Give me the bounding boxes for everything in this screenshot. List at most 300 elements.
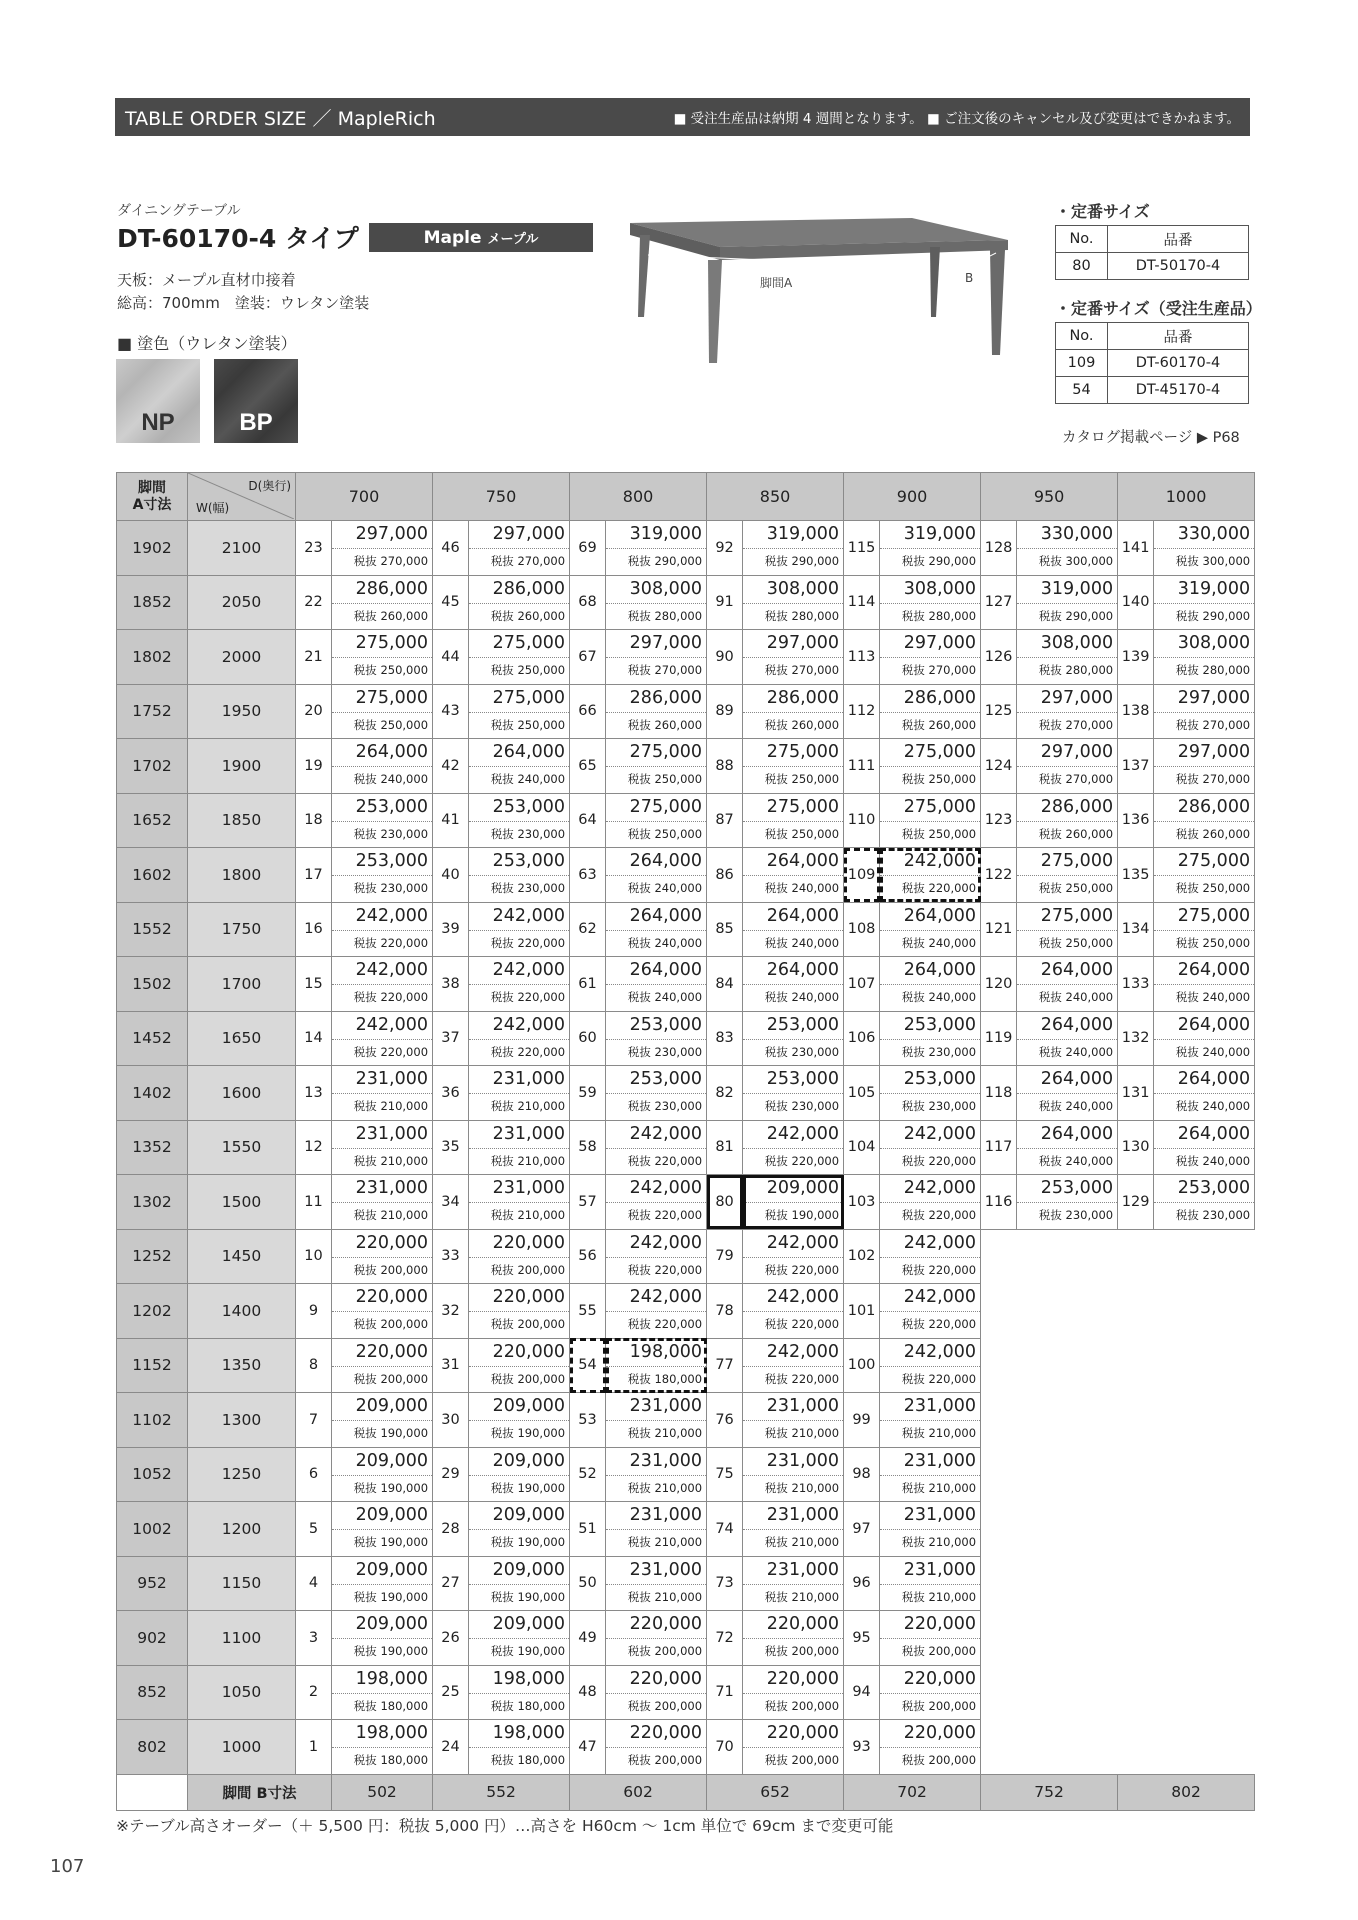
size-number: 127 [981, 575, 1017, 630]
price-cell[interactable] [469, 1338, 570, 1393]
price-without-tax: 税抜 240,000 [1175, 1099, 1251, 1113]
price-with-tax: 308,000 [1017, 630, 1117, 658]
size-number: 68 [570, 575, 606, 630]
price-cell[interactable] [469, 575, 570, 630]
col-no: No. [1056, 323, 1108, 350]
price-cell[interactable] [469, 1011, 570, 1066]
size-number: 4 [296, 1556, 332, 1611]
price-cell[interactable] [743, 1175, 844, 1230]
col-no: No. [1056, 226, 1108, 253]
price-without-tax: 税抜 250,000 [1175, 881, 1251, 895]
price-cell[interactable] [1154, 521, 1255, 576]
price-cell[interactable] [332, 1120, 433, 1175]
price-cell[interactable] [1017, 630, 1118, 685]
price-cell[interactable] [469, 793, 570, 848]
price-cell[interactable] [880, 630, 981, 685]
price-cell[interactable] [880, 1066, 981, 1121]
price-without-tax: 税抜 220,000 [764, 1262, 840, 1277]
price-cell[interactable] [880, 1011, 981, 1066]
width-value: 1000 [188, 1720, 296, 1775]
price-without-tax: 税抜 200,000 [490, 1317, 566, 1331]
size-number: 57 [570, 1175, 606, 1230]
price-cell[interactable] [469, 848, 570, 903]
price-with-tax: 264,000 [743, 957, 843, 985]
leg-span-a: 852 [117, 1665, 188, 1720]
leg-span-a: 1902 [117, 521, 188, 576]
empty-cell [981, 1229, 1118, 1284]
price-cell[interactable] [469, 1393, 570, 1448]
price-cell[interactable] [332, 848, 433, 903]
width-value: 2100 [188, 521, 296, 576]
price-without-tax: 税抜 220,000 [490, 990, 566, 1004]
price-cell[interactable] [880, 739, 981, 794]
price-cell[interactable] [469, 1120, 570, 1175]
price-cell[interactable] [1017, 957, 1118, 1012]
width-value: 1600 [188, 1066, 296, 1121]
price-without-tax: 税抜 220,000 [353, 990, 429, 1004]
price-cell[interactable] [743, 1502, 844, 1557]
price-cell[interactable] [880, 793, 981, 848]
price-cell[interactable] [606, 684, 707, 739]
price-without-tax: 税抜 240,000 [764, 881, 840, 895]
size-number: 40 [433, 848, 469, 903]
price-cell[interactable] [332, 1011, 433, 1066]
price-without-tax: 税抜 220,000 [353, 1044, 429, 1059]
size-row [117, 521, 1255, 576]
size-number: 84 [707, 957, 743, 1012]
price-cell[interactable] [880, 521, 981, 576]
price-cell[interactable] [743, 684, 844, 739]
price-cell[interactable] [332, 630, 433, 685]
price-cell[interactable] [880, 1720, 981, 1775]
price-cell[interactable] [1154, 1175, 1255, 1230]
size-number: 125 [981, 684, 1017, 739]
price-cell[interactable] [880, 1502, 981, 1557]
size-number: 31 [433, 1338, 469, 1393]
price-with-tax: 275,000 [880, 739, 980, 767]
price-cell[interactable] [1017, 902, 1118, 957]
price-cell[interactable] [469, 1665, 570, 1720]
price-with-tax: 253,000 [606, 1066, 706, 1094]
price-cell[interactable] [606, 1120, 707, 1175]
size-number: 1 [296, 1720, 332, 1775]
price-cell[interactable] [1154, 739, 1255, 794]
size-number: 134 [1118, 902, 1154, 957]
price-without-tax: 税抜 220,000 [764, 1153, 840, 1168]
price-cell[interactable] [880, 1120, 981, 1175]
leg-span-a: 1502 [117, 957, 188, 1012]
price-without-tax: 税抜 210,000 [353, 1153, 429, 1168]
price-cell[interactable] [1017, 793, 1118, 848]
std-partno: DT-50170-4 [1108, 253, 1249, 280]
price-cell[interactable] [606, 1229, 707, 1284]
price-cell[interactable] [880, 1556, 981, 1611]
price-with-tax: 264,000 [606, 903, 706, 931]
label-a: 脚間A [760, 276, 793, 290]
price-without-tax: 税抜 220,000 [490, 1044, 566, 1059]
price-cell[interactable] [606, 793, 707, 848]
price-cell[interactable] [606, 957, 707, 1012]
width-value: 1400 [188, 1284, 296, 1339]
price-cell[interactable] [880, 575, 981, 630]
price-cell[interactable] [606, 902, 707, 957]
price-with-tax: 264,000 [1017, 957, 1117, 985]
price-cell[interactable] [743, 793, 844, 848]
price-cell[interactable] [332, 1665, 433, 1720]
price-cell[interactable] [606, 575, 707, 630]
price-cell[interactable] [743, 1284, 844, 1339]
size-number: 56 [570, 1229, 606, 1284]
width-value: 1850 [188, 793, 296, 848]
price-cell[interactable] [469, 630, 570, 685]
size-number: 91 [707, 575, 743, 630]
price-with-tax: 220,000 [880, 1666, 980, 1694]
price-cell[interactable] [469, 957, 570, 1012]
standard-order-table [1055, 322, 1249, 404]
price-cell[interactable] [880, 1611, 981, 1666]
size-number: 89 [707, 684, 743, 739]
price-with-tax: 242,000 [743, 1121, 843, 1149]
size-number: 101 [844, 1284, 880, 1339]
price-with-tax: 253,000 [1017, 1175, 1117, 1203]
size-row [117, 1556, 1255, 1611]
price-with-tax: 253,000 [880, 1066, 980, 1094]
price-cell[interactable] [743, 521, 844, 576]
price-cell[interactable] [880, 1284, 981, 1339]
size-number: 42 [433, 739, 469, 794]
price-cell[interactable] [332, 1393, 433, 1448]
price-cell[interactable] [332, 1229, 433, 1284]
price-cell[interactable] [880, 1338, 981, 1393]
price-with-tax: 275,000 [606, 794, 706, 822]
price-cell[interactable] [880, 1393, 981, 1448]
price-cell[interactable] [332, 793, 433, 848]
size-number: 54 [570, 1338, 606, 1393]
price-cell[interactable] [606, 1447, 707, 1502]
size-number: 87 [707, 793, 743, 848]
price-cell[interactable] [332, 1556, 433, 1611]
size-row [117, 1120, 1255, 1175]
size-row [117, 793, 1255, 848]
price-cell[interactable] [606, 1284, 707, 1339]
price-with-tax: 253,000 [743, 1012, 843, 1040]
price-cell[interactable] [469, 1284, 570, 1339]
price-cell[interactable] [1017, 1175, 1118, 1230]
price-cell[interactable] [743, 1229, 844, 1284]
price-with-tax: 231,000 [880, 1393, 980, 1421]
price-cell[interactable] [880, 684, 981, 739]
price-cell[interactable] [606, 1011, 707, 1066]
price-with-tax: 231,000 [469, 1066, 569, 1094]
size-number: 100 [844, 1338, 880, 1393]
price-cell[interactable] [1154, 902, 1255, 957]
price-with-tax: 275,000 [606, 739, 706, 767]
price-without-tax: 税抜 240,000 [353, 772, 429, 786]
size-number: 82 [707, 1066, 743, 1121]
price-with-tax: 286,000 [1154, 794, 1254, 822]
price-cell[interactable] [1154, 1120, 1255, 1175]
price-cell[interactable] [606, 1175, 707, 1230]
price-cell[interactable] [743, 957, 844, 1012]
price-with-tax: 209,000 [469, 1557, 569, 1585]
size-row [117, 1229, 1255, 1284]
price-with-tax: 242,000 [332, 1012, 432, 1040]
price-with-tax: 264,000 [332, 739, 432, 767]
price-cell[interactable] [880, 902, 981, 957]
size-number: 63 [570, 848, 606, 903]
price-with-tax: 319,000 [743, 521, 843, 549]
price-cell[interactable] [606, 1502, 707, 1557]
price-cell[interactable] [332, 902, 433, 957]
price-with-tax: 330,000 [1017, 521, 1117, 549]
price-cell[interactable] [606, 1611, 707, 1666]
width-value: 2000 [188, 630, 296, 685]
price-cell[interactable] [1154, 793, 1255, 848]
price-cell[interactable] [880, 1175, 981, 1230]
price-with-tax: 242,000 [880, 1175, 980, 1203]
price-cell[interactable] [606, 521, 707, 576]
price-with-tax: 242,000 [606, 1230, 706, 1258]
leg-span-a: 1052 [117, 1447, 188, 1502]
price-cell[interactable] [743, 739, 844, 794]
price-cell[interactable] [606, 739, 707, 794]
size-number: 99 [844, 1393, 880, 1448]
price-cell[interactable] [743, 1066, 844, 1121]
price-without-tax: 税抜 240,000 [1038, 1044, 1114, 1059]
empty-cell [981, 1284, 1118, 1339]
price-cell[interactable] [743, 630, 844, 685]
price-with-tax: 242,000 [880, 1121, 980, 1149]
size-number: 98 [844, 1447, 880, 1502]
size-row [117, 957, 1255, 1012]
size-number: 130 [1118, 1120, 1154, 1175]
price-without-tax: 税抜 190,000 [490, 1644, 566, 1658]
price-without-tax: 税抜 240,000 [1038, 990, 1114, 1004]
price-cell[interactable] [606, 1066, 707, 1121]
price-cell[interactable] [743, 1338, 844, 1393]
price-cell[interactable] [743, 1011, 844, 1066]
price-cell[interactable] [1154, 575, 1255, 630]
spec-height: 総高：700mm 塗装：ウレタン塗装 [117, 294, 370, 312]
price-cell[interactable] [1154, 957, 1255, 1012]
price-cell[interactable] [332, 1338, 433, 1393]
price-cell[interactable] [1017, 848, 1118, 903]
price-cell[interactable] [332, 1175, 433, 1230]
price-without-tax: 税抜 200,000 [901, 1698, 977, 1713]
price-with-tax: 231,000 [880, 1448, 980, 1476]
price-without-tax: 税抜 290,000 [627, 554, 703, 568]
price-without-tax: 税抜 200,000 [901, 1644, 977, 1658]
price-cell[interactable] [332, 1066, 433, 1121]
price-cell[interactable] [469, 1720, 570, 1775]
price-cell[interactable] [880, 848, 981, 903]
table-leg [930, 247, 940, 317]
price-cell[interactable] [743, 1120, 844, 1175]
price-cell[interactable] [469, 521, 570, 576]
price-with-tax: 231,000 [332, 1121, 432, 1149]
order-partno: DT-60170-4 [1108, 350, 1249, 377]
price-with-tax: 231,000 [606, 1393, 706, 1421]
price-cell[interactable] [880, 957, 981, 1012]
price-cell[interactable] [332, 1447, 433, 1502]
price-without-tax: 税抜 190,000 [764, 1208, 840, 1222]
price-cell[interactable] [332, 1284, 433, 1339]
paint-title: ■ 塗色（ウレタン塗装） [117, 334, 297, 353]
price-with-tax: 286,000 [743, 685, 843, 713]
price-cell[interactable] [332, 739, 433, 794]
price-with-tax: 198,000 [469, 1666, 569, 1694]
price-cell[interactable] [880, 1229, 981, 1284]
price-cell[interactable] [1154, 684, 1255, 739]
price-without-tax: 税抜 220,000 [901, 1262, 977, 1277]
price-with-tax: 308,000 [606, 576, 706, 604]
price-cell[interactable] [469, 902, 570, 957]
price-with-tax: 264,000 [1017, 1012, 1117, 1040]
size-number: 7 [296, 1393, 332, 1448]
size-number: 33 [433, 1229, 469, 1284]
price-without-tax: 税抜 220,000 [901, 881, 977, 895]
price-cell[interactable] [606, 1393, 707, 1448]
price-cell[interactable] [1154, 1011, 1255, 1066]
corner-a-text: 脚間 A寸法 [132, 479, 172, 513]
size-number: 39 [433, 902, 469, 957]
price-cell[interactable] [469, 1611, 570, 1666]
price-without-tax: 税抜 210,000 [901, 1535, 977, 1549]
price-without-tax: 税抜 220,000 [627, 1153, 703, 1168]
price-cell[interactable] [606, 1720, 707, 1775]
price-without-tax: 税抜 270,000 [353, 554, 429, 568]
price-without-tax: 税抜 210,000 [764, 1480, 840, 1495]
label-b: B [965, 271, 974, 285]
price-without-tax: 税抜 220,000 [901, 1371, 977, 1386]
size-number: 112 [844, 684, 880, 739]
price-with-tax: 264,000 [743, 848, 843, 876]
price-cell[interactable] [469, 1229, 570, 1284]
size-number: 66 [570, 684, 606, 739]
price-cell[interactable] [1154, 630, 1255, 685]
price-cell[interactable] [743, 1611, 844, 1666]
price-cell[interactable] [606, 630, 707, 685]
size-number: 78 [707, 1284, 743, 1339]
price-with-tax: 220,000 [332, 1230, 432, 1258]
price-cell[interactable] [1017, 1066, 1118, 1121]
price-with-tax: 231,000 [743, 1448, 843, 1476]
leg-span-b-value: 752 [981, 1774, 1118, 1810]
price-cell[interactable] [1017, 521, 1118, 576]
col-partno: 品番 [1108, 226, 1249, 253]
price-cell[interactable] [469, 684, 570, 739]
price-cell[interactable] [1154, 1066, 1255, 1121]
price-cell[interactable] [1017, 1120, 1118, 1175]
price-cell[interactable] [469, 1556, 570, 1611]
price-cell[interactable] [332, 575, 433, 630]
leg-span-b-row [117, 1774, 1255, 1810]
size-number: 129 [1118, 1175, 1154, 1230]
price-cell[interactable] [743, 1556, 844, 1611]
price-without-tax: 税抜 180,000 [490, 1753, 566, 1767]
price-cell[interactable] [606, 848, 707, 903]
price-cell[interactable] [1154, 848, 1255, 903]
price-cell[interactable] [606, 1556, 707, 1611]
price-cell[interactable] [880, 1447, 981, 1502]
size-number: 14 [296, 1011, 332, 1066]
price-with-tax: 253,000 [332, 848, 432, 876]
price-without-tax: 税抜 210,000 [490, 1153, 566, 1168]
price-cell[interactable] [743, 1447, 844, 1502]
price-cell[interactable] [332, 1502, 433, 1557]
price-cell[interactable] [332, 1720, 433, 1775]
price-with-tax: 330,000 [1154, 521, 1254, 549]
price-cell[interactable] [332, 684, 433, 739]
price-cell[interactable] [743, 1393, 844, 1448]
price-without-tax: 税抜 200,000 [353, 1317, 429, 1331]
spec-top: 天板：メープル直材巾接着 [117, 271, 296, 289]
size-number: 76 [707, 1393, 743, 1448]
price-without-tax: 税抜 200,000 [901, 1753, 977, 1767]
swatch-np[interactable] [116, 359, 200, 443]
price-cell[interactable] [332, 1611, 433, 1666]
price-without-tax: 税抜 240,000 [764, 935, 840, 950]
size-number: 72 [707, 1611, 743, 1666]
price-without-tax: 税抜 250,000 [1038, 881, 1114, 895]
swatch-bp[interactable] [214, 359, 298, 443]
price-cell[interactable] [1017, 684, 1118, 739]
price-cell[interactable] [743, 575, 844, 630]
price-cell[interactable] [743, 1720, 844, 1775]
price-cell[interactable] [606, 1665, 707, 1720]
price-with-tax: 198,000 [606, 1339, 706, 1367]
leg-span-b-value: 802 [1118, 1774, 1255, 1810]
size-number: 88 [707, 739, 743, 794]
price-without-tax: 税抜 250,000 [490, 717, 566, 732]
price-cell[interactable] [1017, 575, 1118, 630]
price-cell[interactable] [743, 848, 844, 903]
width-value: 2050 [188, 575, 296, 630]
price-cell[interactable] [469, 1502, 570, 1557]
price-cell[interactable] [1017, 1011, 1118, 1066]
price-cell[interactable] [332, 957, 433, 1012]
price-cell[interactable] [469, 1066, 570, 1121]
empty-cell [981, 1720, 1118, 1775]
price-with-tax: 220,000 [606, 1666, 706, 1694]
size-number: 141 [1118, 521, 1154, 576]
price-with-tax: 297,000 [1154, 685, 1254, 713]
price-cell[interactable] [1017, 739, 1118, 794]
size-row [117, 1011, 1255, 1066]
price-cell[interactable] [880, 1665, 981, 1720]
size-price-grid [116, 472, 1255, 1811]
price-without-tax: 税抜 280,000 [901, 608, 977, 623]
price-without-tax: 税抜 250,000 [764, 772, 840, 786]
price-without-tax: 税抜 270,000 [490, 554, 566, 568]
price-cell[interactable] [606, 1338, 707, 1393]
depth-header: 900 [844, 473, 981, 521]
price-with-tax: 231,000 [469, 1121, 569, 1149]
size-number: 38 [433, 957, 469, 1012]
size-row [117, 1447, 1255, 1502]
price-cell[interactable] [743, 902, 844, 957]
price-cell[interactable] [743, 1665, 844, 1720]
price-with-tax: 264,000 [1017, 1066, 1117, 1094]
size-number: 119 [981, 1011, 1017, 1066]
size-number: 45 [433, 575, 469, 630]
price-without-tax: 税抜 230,000 [764, 1044, 840, 1059]
price-cell[interactable] [469, 1175, 570, 1230]
price-cell[interactable] [469, 739, 570, 794]
price-cell[interactable] [469, 1447, 570, 1502]
price-cell[interactable] [332, 521, 433, 576]
width-value: 1500 [188, 1175, 296, 1230]
